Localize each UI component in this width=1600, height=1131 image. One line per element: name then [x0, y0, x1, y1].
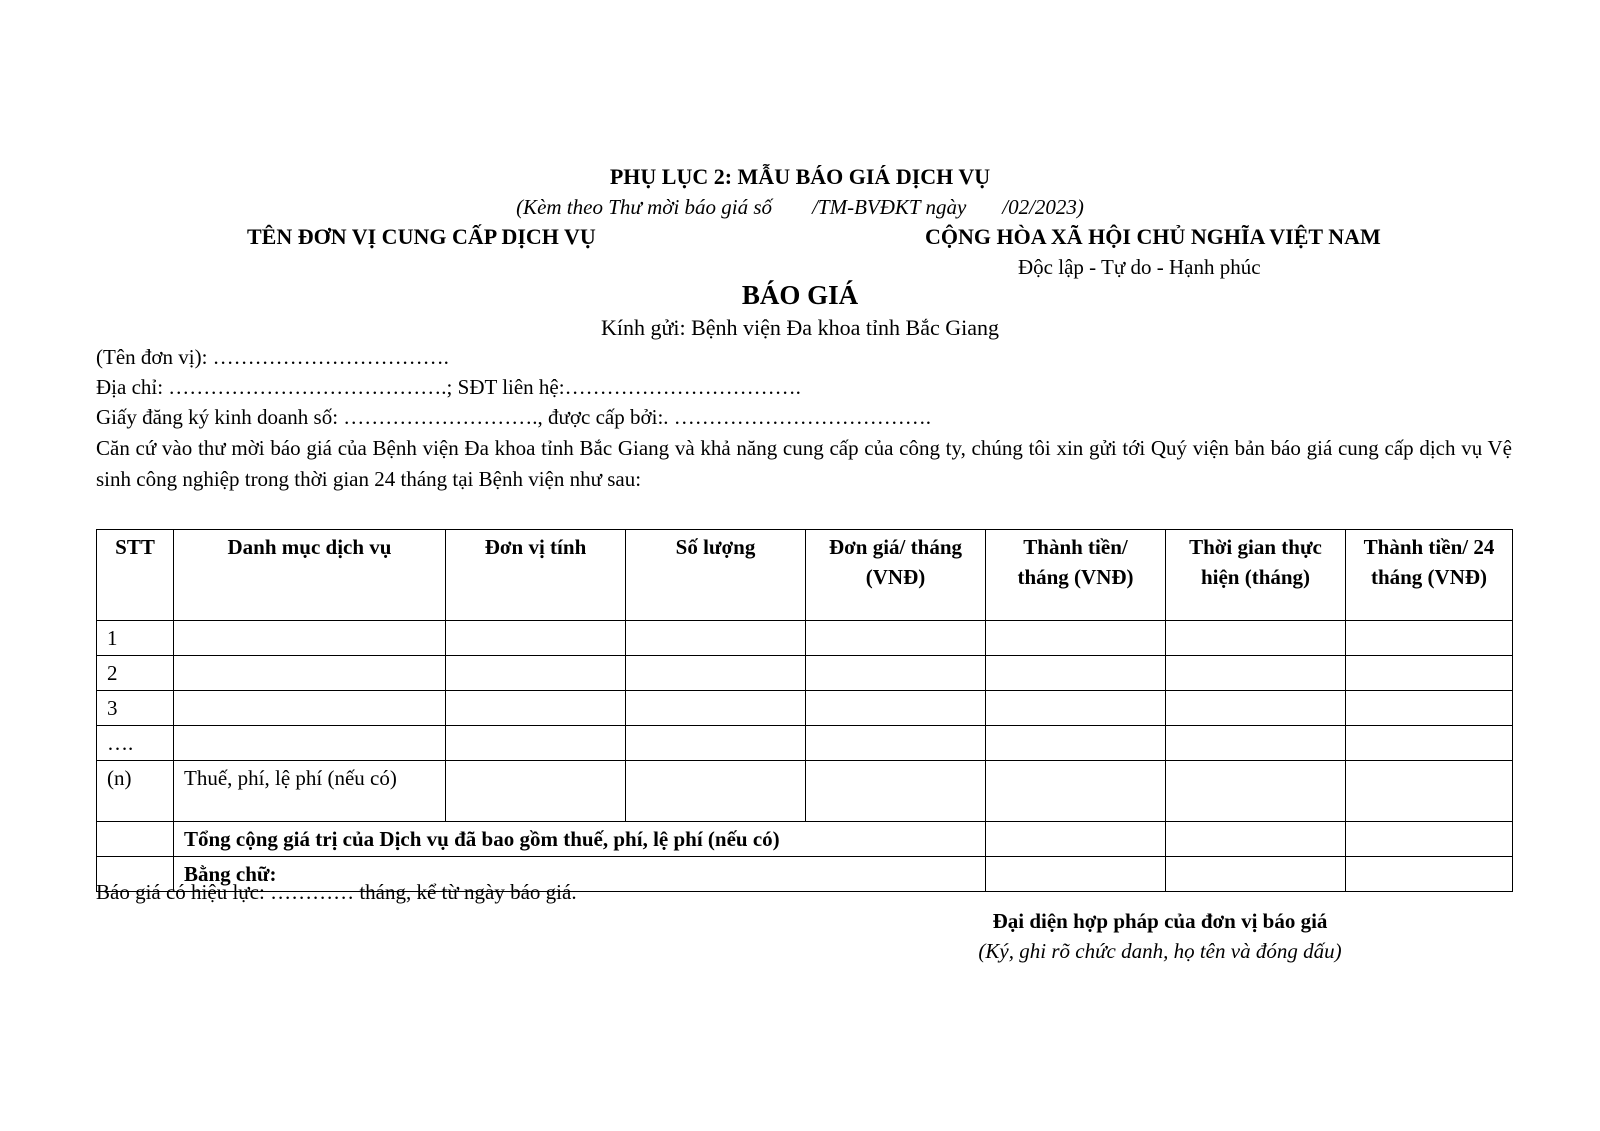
recipient-line: Kính gửi: Bệnh viện Đa khoa tỉnh Bắc Giang — [600, 315, 1000, 340]
empty-cell — [1346, 822, 1513, 857]
header-cell: Số lượng — [626, 530, 806, 621]
empty-cell — [986, 656, 1166, 691]
empty-cell — [626, 656, 806, 691]
empty-cell — [1166, 857, 1346, 892]
empty-cell — [1346, 656, 1513, 691]
empty-cell — [986, 726, 1166, 761]
table-row — [97, 691, 1513, 726]
stt-cell: 3 — [97, 691, 174, 726]
service-cell — [174, 656, 446, 691]
appendix-subtitle-part-b: /TM-BVĐKT ngày — [812, 195, 967, 219]
stt-cell: 1 — [97, 621, 174, 656]
provider-name-heading: TÊN ĐƠN VỊ CUNG CẤP DỊCH VỤ — [247, 224, 596, 249]
appendix-subtitle-part-c: /02/2023) — [1002, 195, 1084, 219]
empty-cell — [97, 822, 174, 857]
empty-cell — [1166, 822, 1346, 857]
intro-paragraph: Căn cứ vào thư mời báo giá của Bệnh viện Đa khoa tỉnh Bắc Giang và khả năng cung cấp của công ty, chúng tôi xin gửi tới Quý viện bản báo giá cung cấp dịch vụ Vệ sinh công nghiệp trong thời gian 24 tháng tại Bệnh viện như sau: — [96, 436, 1512, 491]
empty-cell — [986, 857, 1166, 892]
appendix-subtitle-part-a: (Kèm theo Thư mời báo giá số — [516, 195, 773, 219]
table-row — [97, 621, 1513, 656]
business-registration-field: Giấy đăng ký kinh doanh số: ………………………., được cấp bởi:. ………………………………. — [96, 405, 932, 429]
quotation-table — [96, 529, 1513, 892]
total-label: Tổng cộng giá trị của Dịch vụ đã bao gồm thuế, phí, lệ phí (nếu có) — [174, 822, 986, 857]
stt-cell: …. — [97, 726, 174, 761]
header-cell: Thành tiền/ tháng (VNĐ) — [986, 530, 1166, 621]
unit-name-field: (Tên đơn vị): ……………………………. — [96, 345, 449, 369]
empty-cell — [986, 621, 1166, 656]
header-cell: Đơn vị tính — [446, 530, 626, 621]
empty-cell — [1346, 726, 1513, 761]
service-cell — [174, 726, 446, 761]
empty-cell — [446, 691, 626, 726]
national-title: CỘNG HÒA XÃ HỘI CHỦ NGHĨA VIỆT NAM — [925, 224, 1381, 249]
service-cell — [174, 691, 446, 726]
empty-cell — [806, 726, 986, 761]
empty-cell — [1346, 621, 1513, 656]
table-row — [97, 761, 1513, 822]
empty-cell — [1346, 761, 1513, 822]
empty-cell — [626, 761, 806, 822]
empty-cell — [986, 822, 1166, 857]
stt-cell: (n) — [97, 761, 174, 822]
empty-cell — [1346, 857, 1513, 892]
signature-note: (Ký, ghi rõ chức danh, họ tên và đóng dấu) — [978, 939, 1342, 963]
empty-cell — [1166, 691, 1346, 726]
header-cell: Đơn giá/ tháng (VNĐ) — [806, 530, 986, 621]
empty-cell — [1166, 726, 1346, 761]
table-row — [97, 656, 1513, 691]
empty-cell — [446, 726, 626, 761]
empty-cell — [1166, 621, 1346, 656]
empty-cell — [446, 621, 626, 656]
empty-cell — [626, 691, 806, 726]
empty-cell — [446, 761, 626, 822]
empty-cell — [1166, 656, 1346, 691]
empty-cell — [806, 691, 986, 726]
empty-cell — [986, 761, 1166, 822]
table-header-row — [97, 530, 1513, 621]
empty-cell — [806, 761, 986, 822]
amount-in-words-label: Bằng chữ: — [174, 857, 986, 892]
document-title: BÁO GIÁ — [741, 280, 859, 310]
service-cell: Thuế, phí, lệ phí (nếu có) — [174, 761, 446, 822]
header-cell: Danh mục dịch vụ — [174, 530, 446, 621]
representative-title: Đại diện hợp pháp của đơn vị báo giá — [992, 909, 1328, 933]
empty-cell — [986, 691, 1166, 726]
stt-cell: 2 — [97, 656, 174, 691]
appendix-title: PHỤ LỤC 2: MẪU BÁO GIÁ DỊCH VỤ — [609, 164, 991, 189]
service-cell — [174, 621, 446, 656]
national-motto: Độc lập - Tự do - Hạnh phúc — [1018, 255, 1261, 279]
table-row — [97, 726, 1513, 761]
empty-cell — [626, 726, 806, 761]
header-cell: Thành tiền/ 24 tháng (VNĐ) — [1346, 530, 1513, 621]
total-row — [97, 822, 1513, 857]
empty-cell — [446, 656, 626, 691]
empty-cell — [1346, 691, 1513, 726]
header-cell: STT — [97, 530, 174, 621]
empty-cell — [806, 621, 986, 656]
empty-cell — [806, 656, 986, 691]
empty-cell — [1166, 761, 1346, 822]
empty-cell — [626, 621, 806, 656]
header-cell: Thời gian thực hiện (tháng) — [1166, 530, 1346, 621]
address-field: Địa chỉ: ………………………………….; SĐT liên hệ:……………………………. — [96, 375, 801, 399]
validity-line: Báo giá có hiệu lực: ………… tháng, kể từ ngày báo giá. — [96, 880, 577, 904]
appendix-subtitle — [0, 193, 1600, 222]
